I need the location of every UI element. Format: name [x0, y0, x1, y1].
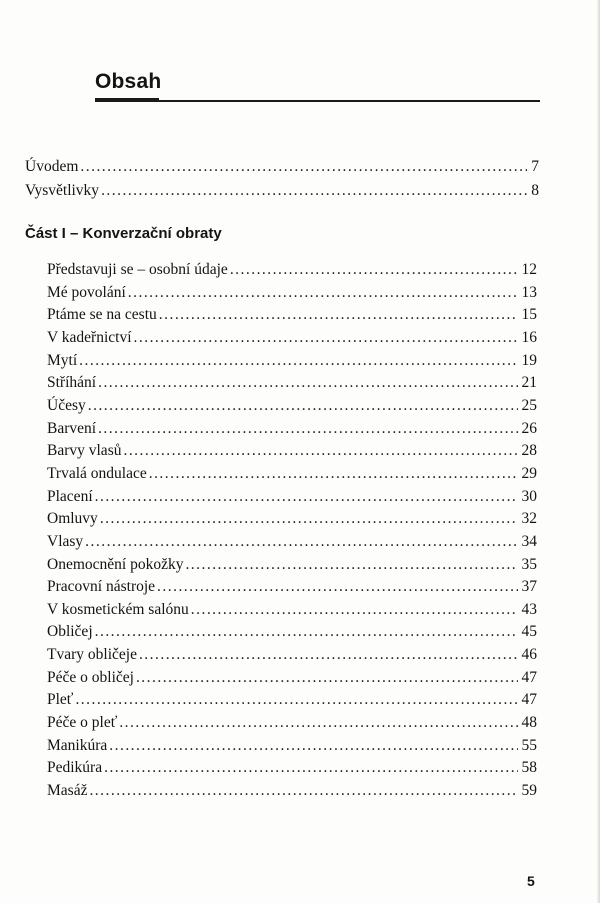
dot-leader	[230, 260, 518, 280]
dot-leader	[104, 758, 517, 778]
dot-leader	[149, 464, 518, 484]
toc-entry-page: 16	[521, 328, 537, 346]
dot-leader	[109, 736, 517, 756]
toc-entry	[47, 487, 537, 507]
dot-leader	[128, 283, 518, 303]
dot-leader	[101, 181, 527, 201]
toc-entry	[47, 419, 537, 439]
toc-entry-page: 32	[521, 510, 537, 528]
page-number: 5	[527, 873, 535, 889]
toc-entry-label: Pleť	[47, 691, 74, 709]
toc-entry-page: 29	[521, 464, 537, 482]
toc-entry	[47, 622, 537, 642]
toc-entry-label: Trvalá ondulace	[47, 464, 147, 482]
toc-entry-label: Úvodem	[25, 158, 79, 175]
dot-leader	[98, 419, 517, 439]
toc-entry-label: Vlasy	[47, 532, 84, 550]
toc-entry-label: Péče o obličej	[47, 668, 134, 686]
toc-entry	[47, 713, 537, 733]
toc-entry	[47, 283, 537, 303]
toc-entry-label: Vysvětlivky	[25, 182, 100, 199]
toc-entry-page: 28	[521, 442, 537, 460]
toc-entry-page: 47	[521, 668, 537, 686]
toc-entry-page: 43	[521, 600, 537, 618]
toc-entry-page: 45	[521, 623, 537, 641]
toc-entry-label: Masáž	[47, 781, 88, 799]
toc-entry-label: Omluvy	[47, 510, 98, 528]
dot-leader	[159, 305, 518, 325]
toc-entry-label: Barvení	[47, 419, 97, 437]
toc-entry	[25, 181, 539, 201]
toc-entry-page: 21	[521, 374, 537, 392]
toc-entry	[47, 260, 537, 280]
dot-leader	[79, 351, 517, 371]
toc-entry-page: 58	[521, 759, 537, 777]
toc-entry-label: Ptáme se na cestu	[47, 306, 157, 324]
toc-entry-page: 55	[521, 736, 537, 754]
toc-entry-page: 47	[521, 691, 537, 709]
heading-rule	[95, 100, 540, 102]
toc-entry	[47, 668, 537, 688]
dot-leader	[75, 690, 517, 710]
toc-entry-page: 35	[521, 555, 537, 573]
dot-leader	[157, 577, 517, 597]
toc-entry	[47, 305, 537, 325]
toc-entry-page: 12	[521, 261, 537, 278]
toc-heading: Obsah	[95, 70, 162, 93]
toc-entry-label: Onemocnění pokožky	[47, 555, 184, 573]
toc-entry-label: V kosmetickém salónu	[47, 600, 189, 618]
toc-entry-label: Mé povolání	[47, 283, 126, 301]
dot-leader	[191, 600, 518, 620]
toc-entry	[47, 690, 537, 710]
toc-entry	[47, 781, 537, 801]
toc-entry	[47, 645, 537, 665]
toc-entry-page: 48	[521, 714, 537, 731]
dot-leader	[98, 373, 517, 393]
section-title: Část I – Konverzační obraty	[25, 225, 222, 242]
dot-leader	[136, 668, 518, 688]
toc-entry-page: 59	[521, 781, 537, 799]
toc-entry-label: V kadeřnictví	[47, 328, 132, 346]
toc-entry-label: Obličej	[47, 623, 93, 641]
toc-entry-label: Představuji se – osobní údaje	[47, 261, 228, 278]
dot-leader	[185, 555, 517, 575]
dot-leader	[88, 396, 518, 416]
toc-entry	[47, 600, 537, 620]
toc-entry-label: Účesy	[47, 396, 86, 414]
dot-leader	[139, 645, 518, 665]
dot-leader	[95, 487, 518, 507]
toc-entry-page: 8	[531, 182, 539, 199]
toc-entry	[47, 464, 537, 484]
toc-entry-page: 25	[521, 396, 537, 414]
dot-leader	[89, 781, 517, 801]
toc-entry	[47, 373, 537, 393]
dot-leader	[119, 713, 517, 733]
dot-leader	[100, 509, 518, 529]
toc-entry	[47, 509, 537, 529]
toc-entry	[47, 758, 537, 778]
toc-entry-label: Placení	[47, 487, 93, 505]
toc-entry	[47, 351, 537, 371]
toc-entry-page: 13	[521, 283, 537, 301]
toc-entry-page: 26	[521, 419, 537, 437]
toc-entry-label: Stříhání	[47, 374, 97, 392]
toc-entry-page: 15	[521, 306, 537, 324]
toc-entry	[47, 441, 537, 461]
toc-entry-page: 7	[531, 158, 539, 175]
toc-entry	[47, 532, 537, 552]
toc-entry-label: Barvy vlasů	[47, 442, 122, 460]
toc-entry-page: 34	[521, 532, 537, 550]
heading-rule-accent	[95, 98, 159, 102]
toc-entry	[47, 577, 537, 597]
toc-entry	[47, 328, 537, 348]
toc-entry-label: Pedikúra	[47, 759, 103, 777]
toc-entry	[47, 555, 537, 575]
toc-entry	[47, 396, 537, 416]
dot-leader	[80, 157, 527, 177]
toc-entry-page: 46	[521, 646, 537, 663]
toc-entry-label: Pracovní nástroje	[47, 578, 156, 596]
toc-entry	[47, 736, 537, 756]
toc-entry-label: Mytí	[47, 351, 78, 369]
toc-entry-page: 30	[521, 487, 537, 505]
toc-entry-label: Tvary obličeje	[47, 646, 137, 663]
toc-entry-page: 37	[521, 578, 537, 596]
dot-leader	[95, 622, 518, 642]
toc-entry-page: 19	[521, 351, 537, 369]
dot-leader	[85, 532, 517, 552]
dot-leader	[123, 441, 517, 461]
toc-entry-label: Péče o pleť	[47, 714, 118, 731]
toc-entry	[25, 157, 539, 177]
toc-entry-label: Manikúra	[47, 736, 108, 754]
dot-leader	[134, 328, 518, 348]
